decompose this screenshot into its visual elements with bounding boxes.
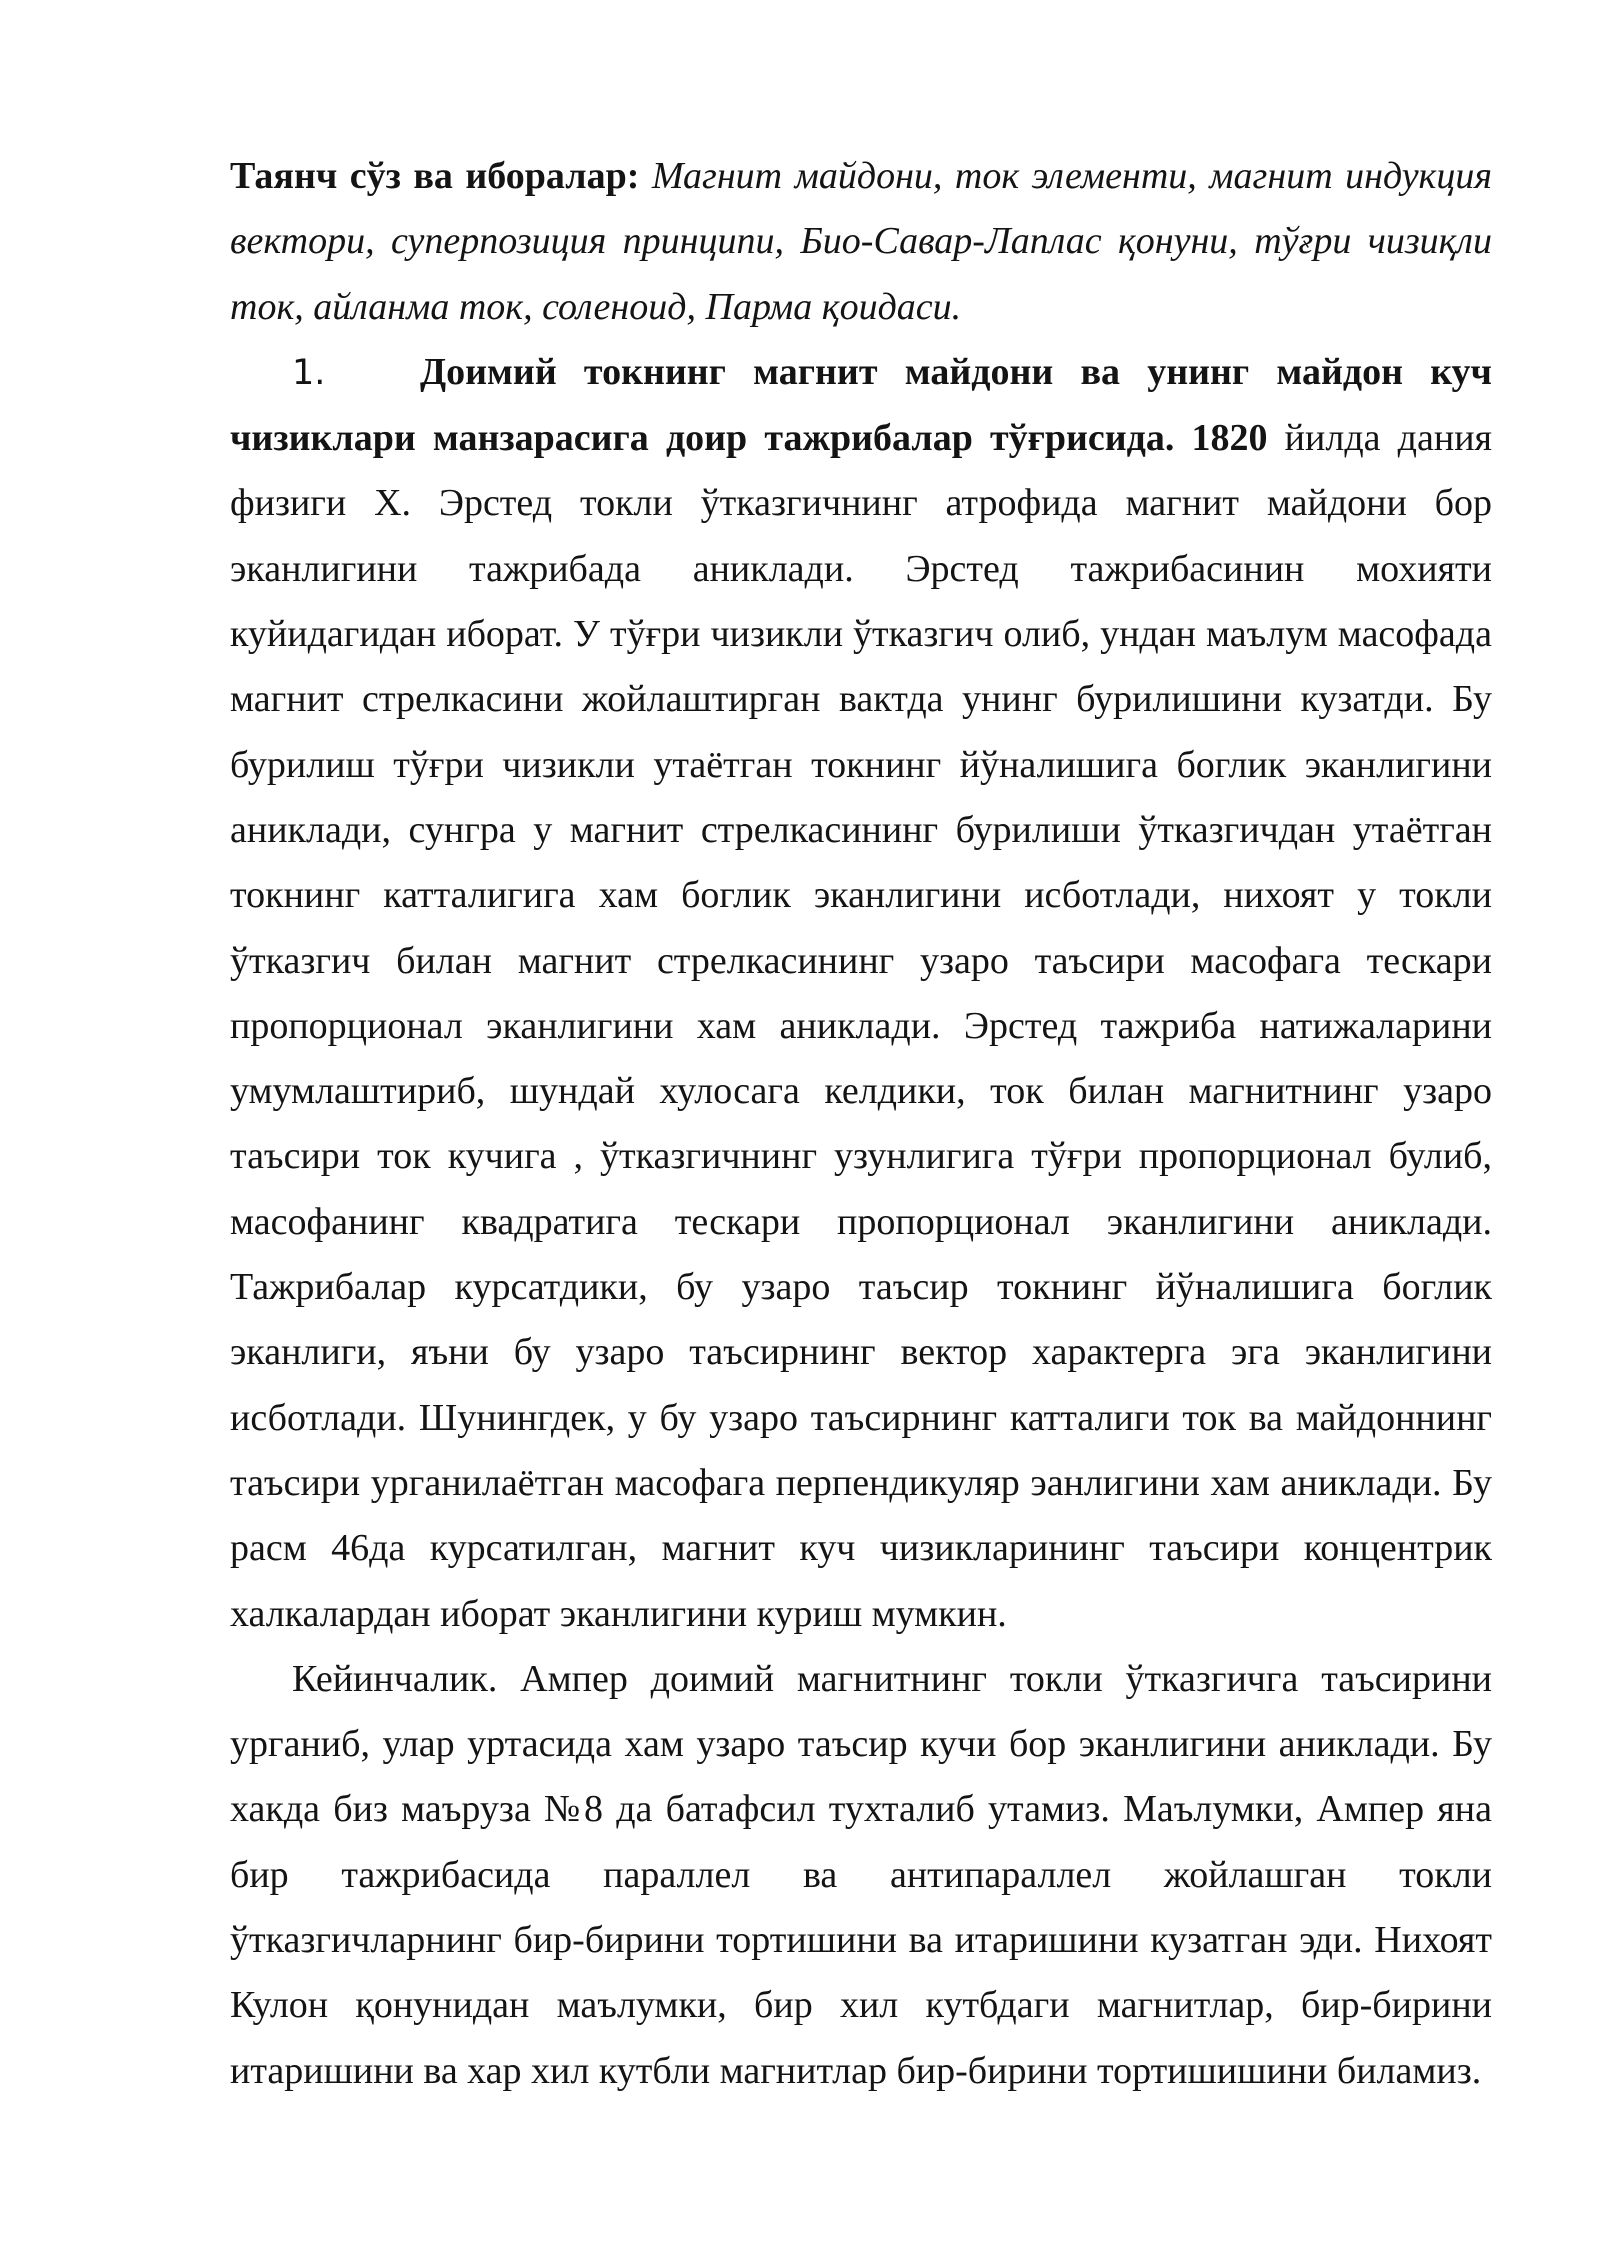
section-1-heading-line1: Доимий токнинг магнит майдони ва унинг майдон куч — [420, 350, 1492, 393]
section-1-body: йилда дания физиги Х. Эрстед токли ўтказгичнинг атрофида магнит майдони бор эканлигини тажрибада аниклади. Эрстед тажрибасинин мохияти куйидагидан иборат. У тўғри чизикли ўтказгич олиб, ундан маълум масофада магнит стрелкасини жойлаштирган вактда унинг бурилишини кузатди. Бу бурилиш тўғри чизикли утаётган токнинг йўналишига боглик эканлигини аниклади, сунгра у магнит стрелкасининг бурилиши ўтказгичдан утаётган токнинг катталигига хам боглик эканлигини исботлади, нихоят у токли ўтказгич билан магнит стрелкасининг узаро таъсири масофага тескари пропорционал эканлигини хам аниклади. Эрстед тажриба натижаларини умумлаштириб, шундай хулосага келдики, ток билан магнитнинг узаро таъсири ток кучига , ўтказгичнинг узунлигига тўғри пропорционал булиб, масофанинг квадратига тескари пропорционал эканлигини аниклади. Тажрибалар курсатдики, бу узаро таъсир токнинг йўналишига боглик эканлиги, яъни бу узаро таъсирнинг вектор характерга эга эканлигини исботлади. Шунингдек, у бу узаро таъсирнинг катталиги ток ва майдоннинг таъсири урганилаётган масофага перпендикуляр эанлигини хам аниклади. Бу расм 46да курсатилган, магнит куч чизикларининг таъсири концентрик халкалардан иборат эканлигини куриш мумкин. — [230, 417, 1493, 1635]
keywords-text: Магнит майдони, ток элементи, магнит индукция вектори, суперпозиция принципи, Био-Савар-Лаплас қонуни, тўғри чизиқли ток, айланма ток, соленоид, Парма қоидаси. — [230, 155, 1492, 328]
keywords-label: Таянч сўз ва иборалар: — [230, 155, 640, 197]
section-1-heading-line2: чизиклари манзарасига доир тажрибалар тўғрисида. — [230, 417, 1175, 460]
document-page — [230, 144, 1492, 2104]
keywords-paragraph — [230, 144, 1492, 340]
section-1-number: 1. — [292, 352, 326, 393]
paragraph-2: Кейинчалик. Ампер доимий магнитнинг токли ўтказгичга таъсирини урганиб, улар уртасида хам узаро таъсир кучи бор эканлигини аниклади. Бу хакда биз маъруза №8 да батафсил тухталиб утамиз. Маълумки, Ампер яна бир тажрибасида параллел ва антипараллел жойлашган токли ўтказгичларнинг бир-бирини тортишини ва итаришини кузатган эди. Нихоят Кулон қонунидан маълумки, бир хил кутбдаги магнитлар, бир-бирини итаришини ва хар хил кутбли магнитлар бир-бирини тортишишини биламиз. — [230, 1657, 1492, 2092]
section-1-heading-line — [230, 340, 1492, 406]
section-1-paragraph — [230, 406, 1492, 1647]
section-1-year: 1820 — [1191, 417, 1268, 460]
